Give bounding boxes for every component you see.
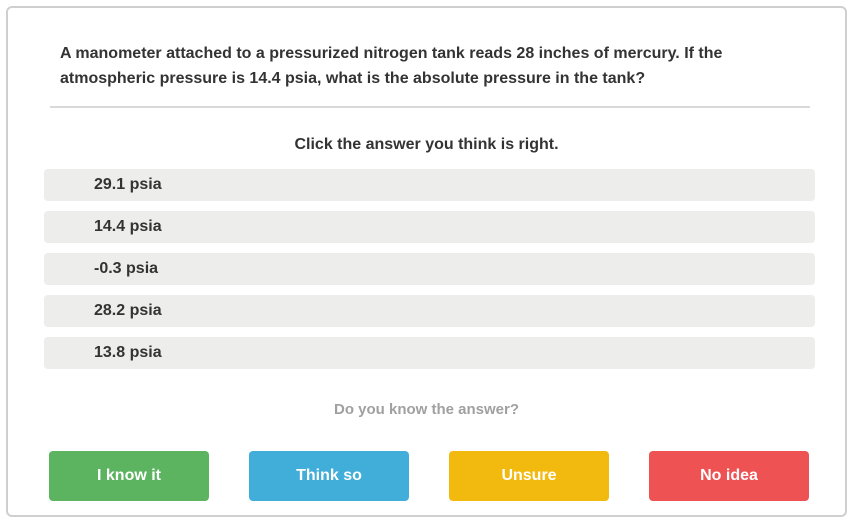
i-know-it-button[interactable]: I know it: [49, 451, 209, 501]
answer-option-4[interactable]: 28.2 psia: [44, 295, 815, 327]
answer-options: [44, 169, 815, 379]
question-text: A manometer attached to a pressurized nitrogen tank reads 28 inches of mercury. If the atmospheric pressure is 14.4 psia, what is the absolute pressure in the tank?: [60, 45, 723, 87]
confidence-prompt: Do you know the answer?: [333, 401, 520, 418]
answer-option-2[interactable]: 14.4 psia: [44, 211, 815, 243]
unsure-button[interactable]: Unsure: [449, 451, 609, 501]
confidence-buttons: [49, 451, 809, 501]
answer-option-5[interactable]: 13.8 psia: [44, 337, 815, 369]
answer-option-1[interactable]: 29.1 psia: [44, 169, 815, 201]
divider: [50, 106, 810, 108]
instruction-text: Click the answer you think is right.: [294, 136, 559, 153]
think-so-button[interactable]: Think so: [249, 451, 409, 501]
quiz-card: [6, 6, 847, 517]
answer-option-3[interactable]: -0.3 psia: [44, 253, 815, 285]
no-idea-button[interactable]: No idea: [649, 451, 809, 501]
